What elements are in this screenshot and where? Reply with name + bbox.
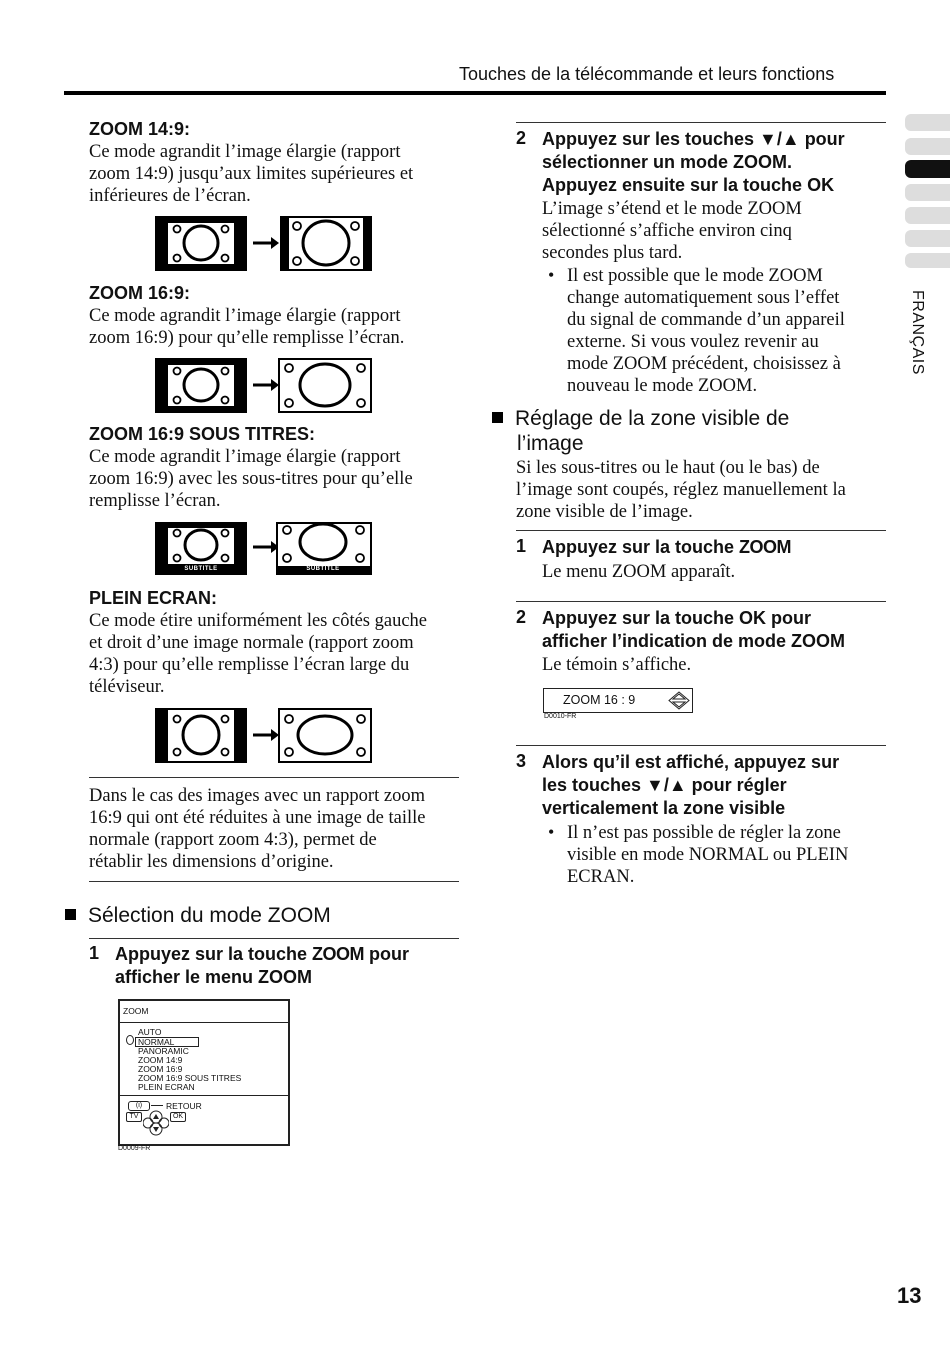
menu-item-zoom149: ZOOM 14:9 — [138, 1055, 183, 1065]
zoom169st-heading: ZOOM 16:9 SOUS TITRES: — [89, 424, 316, 444]
zoom149-diagram — [155, 216, 373, 272]
zoom-key-label: ZOOM — [739, 537, 792, 557]
r-s3-bullet: Il n’est pas possible de régler la zone visible en mode NORMAL ou PLEIN ECRAN. — [567, 823, 849, 887]
r-s3-heading: Alors qu’il est affiché, appuyez sur les touches ▼/▲ pour régler verticalement la zone visible — [542, 752, 840, 818]
step-number: 2 — [516, 128, 527, 148]
square-bullet-icon — [65, 909, 76, 920]
section-selection-zoom: Sélection du mode ZOOM — [65, 903, 331, 928]
up-down-arrows-icon — [668, 691, 690, 710]
header-rule — [64, 91, 886, 95]
subtitle-label-left: SUBTITLE — [184, 566, 218, 572]
plein-diagram — [155, 708, 373, 764]
zoom169-heading: ZOOM 16:9: — [89, 283, 191, 303]
step1-rule — [89, 938, 459, 939]
menu-item-zoom169st: ZOOM 16:9 SOUS TITRES — [138, 1073, 242, 1083]
r-s1-heading: Appuyez sur la touche ZOOM — [542, 537, 792, 557]
plein-heading: PLEIN ECRAN: — [89, 588, 218, 608]
zoom169-text: Ce mode agrandit l’image élargie (rapport zoom 16:9) pour qu’elle remplisse l’écran. — [89, 306, 405, 348]
menu-item-auto: AUTO — [138, 1027, 162, 1037]
note-text: Dans le cas des images avec un rapport zoom 16:9 qui ont été réduites à une image de taille normale (rapport zoom 4:3), permet de rétablir les dimensions d’origine. — [89, 786, 426, 872]
r-step2-heading: Appuyez sur les touches ▼/▲ pour sélectionner un mode ZOOM. Appuyez ensuite sur la touche OK — [542, 129, 845, 195]
zoom149-heading: ZOOM 14:9: — [89, 119, 191, 139]
step1-heading: Appuyez sur la touche ZOOM pour afficher le menu ZOOM — [115, 944, 410, 987]
menu-item-normal: NORMAL — [135, 1037, 199, 1047]
zoom-menu-screen — [118, 999, 290, 1146]
note-rule-bottom — [89, 881, 459, 882]
zoom149-text: Ce mode agrandit l’image élargie (rapport zoom 14:9) jusqu’aux limites supérieures et inférieures de l’écran. — [89, 142, 414, 206]
zoom169st-diagram — [155, 522, 373, 576]
language-label: FRANÇAIS — [909, 290, 926, 375]
step-number: 1 — [89, 943, 100, 963]
menu-retour: RETOUR — [166, 1101, 202, 1111]
step-number: 3 — [516, 751, 527, 771]
r-s2-heading: Appuyez sur la touche OK pour afficher l’indication de mode ZOOM — [542, 608, 846, 651]
selector-icon — [126, 1035, 134, 1045]
ok-key-label: OK — [807, 175, 835, 195]
bullet-icon: • — [548, 822, 555, 842]
r-s1-desc: Le menu ZOOM apparaît. — [542, 562, 736, 582]
menu-item-panoramic: PANORAMIC — [138, 1046, 189, 1056]
zoom-key-label: ZOOM — [312, 944, 365, 964]
return-arrow-icon — [151, 1105, 163, 1106]
step-number: 1 — [516, 536, 527, 556]
step-number: 2 — [516, 607, 527, 627]
section-reglage: Réglage de la zone visible de l’image — [492, 406, 887, 456]
r-step2-rule — [516, 122, 886, 123]
indicator-figure-code: D0010-FR — [544, 713, 577, 720]
ok-button-icon: OK — [170, 1112, 186, 1122]
zoom-indicator-text: ZOOM 16 : 9 — [563, 693, 636, 707]
plein-text: Ce mode étire uniformément les côtés gauche et droit d’une image normale (rapport zoom 4:3) pour qu’elle remplisse l’écran large du téléviseur. — [89, 611, 428, 697]
zoom-indicator — [543, 688, 693, 713]
ok-key-label: OK — [739, 608, 767, 628]
zoom169-diagram — [155, 358, 373, 414]
r-step2-desc: L’image s’étend et le mode ZOOM sélectionné s’affiche environ cinq secondes plus tard. — [542, 199, 802, 263]
tv-button-icon: TV — [126, 1112, 142, 1122]
page-number: 13 — [897, 1283, 922, 1308]
r-s2-rule — [516, 601, 886, 602]
r-step2-bullet: Il est possible que le mode ZOOM change automatiquement sous l’effet du signal de commande d’un appareil externe. Si vous voulez revenir au mode ZOOM précédent, choisissez à nouveau le mode ZOOM. — [567, 266, 845, 396]
dpad-icon — [143, 1109, 169, 1139]
menu-title: ZOOM — [123, 1006, 149, 1016]
subtitle-label-right: SUBTITLE — [306, 566, 340, 572]
r-s2-desc: Le témoin s’affiche. — [542, 655, 692, 675]
bullet-icon: • — [548, 265, 555, 285]
r-s1-rule — [516, 530, 886, 531]
note-rule-top — [89, 777, 459, 778]
menu-item-plein: PLEIN ECRAN — [138, 1082, 195, 1092]
info-icon: (i) — [128, 1101, 150, 1111]
menu-figure-code: D0009-FR — [118, 1145, 151, 1152]
r-intro: Si les sous-titres ou le haut (ou le bas) de l’image sont coupés, réglez manuellement la zone visible de l’image. — [516, 458, 846, 522]
zoom169st-text: Ce mode agrandit l’image élargie (rapport zoom 16:9) avec les sous-titres pour qu’elle remplisse l’écran. — [89, 447, 413, 511]
menu-item-zoom169: ZOOM 16:9 — [138, 1064, 183, 1074]
page-header: Touches de la télécommande et leurs fonctions — [459, 64, 835, 84]
r-s3-rule — [516, 745, 886, 746]
square-bullet-icon — [492, 412, 503, 423]
